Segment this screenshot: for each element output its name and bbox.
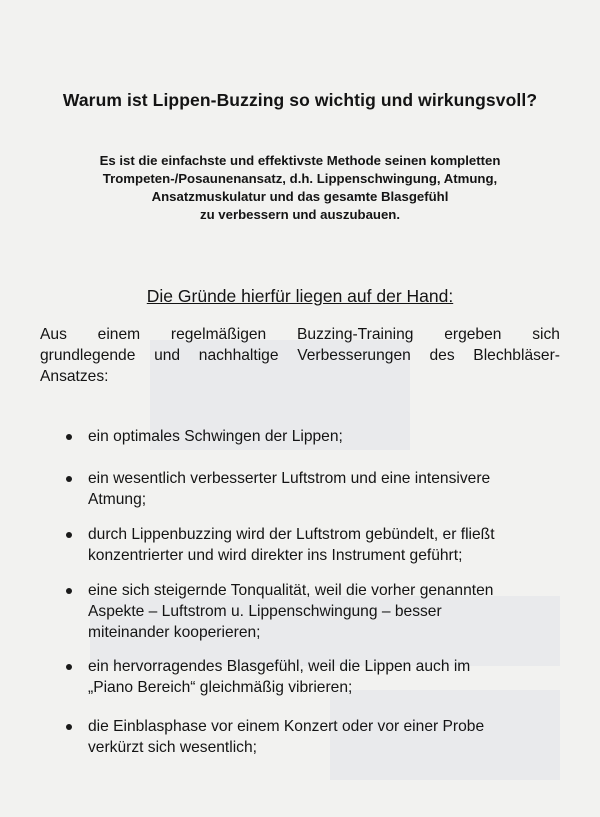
word: Aus xyxy=(40,326,67,343)
list-item-line: die Einblasphase vor einem Konzert oder vor einer Probe xyxy=(88,718,485,735)
intro-line: Trompeten-/Posaunenansatz, d.h. Lippenschwingung, Atmung, xyxy=(102,171,498,186)
list-item-line: ein hervorragendes Blasgefühl, weil die Lippen auch im xyxy=(88,658,471,675)
word: nachhaltige xyxy=(198,347,279,364)
bullet-dot-icon xyxy=(66,476,72,482)
list-item xyxy=(62,468,560,510)
list-item-line: „Piano Bereich“ gleichmäßig vibrieren; xyxy=(88,679,353,696)
word: grundlegende xyxy=(40,347,136,364)
list-item xyxy=(62,426,560,447)
list-item xyxy=(62,580,560,643)
bullet-dot-icon xyxy=(66,664,72,670)
page-heading: Warum ist Lippen-Buzzing so wichtig und wirkungsvoll? xyxy=(62,90,538,110)
bullet-dot-icon xyxy=(66,588,72,594)
word: des xyxy=(429,347,455,364)
intro-line: zu verbessern und auszubauen. xyxy=(199,207,401,222)
word: Blechbläser- xyxy=(473,347,560,364)
list-item-line: verkürzt sich wesentlich; xyxy=(88,739,257,756)
list-item-line: ein wesentlich verbesserter Luftstrom und eine intensivere xyxy=(88,470,491,487)
word: und xyxy=(154,347,181,364)
paragraph-line xyxy=(40,345,560,366)
intro-line: Es ist die einfachste und effektivste Methode seinen kompletten xyxy=(99,153,501,168)
intro-paragraph xyxy=(40,324,560,387)
intro-block xyxy=(60,152,540,224)
word: regelmäßigen xyxy=(170,326,267,343)
list-item-line: Atmung; xyxy=(88,491,147,508)
list-item-line: Aspekte – Luftstrom u. Lippenschwingung – besser xyxy=(88,603,442,620)
word: Buzzing-Training xyxy=(297,326,414,343)
intro-line: Ansatzmuskulatur und das gesamte Blasgefühl xyxy=(151,189,449,204)
list-item-line: ein optimales Schwingen der Lippen; xyxy=(88,428,343,445)
paragraph-line xyxy=(40,324,560,345)
list-item xyxy=(62,716,560,758)
list-item-line: miteinander kooperieren; xyxy=(88,624,261,641)
word: einem xyxy=(97,326,141,343)
bullet-dot-icon xyxy=(66,724,72,730)
list-item xyxy=(62,656,560,698)
list-item-line: durch Lippenbuzzing wird der Luftstrom gebündelt, er fließt xyxy=(88,526,495,543)
list-item xyxy=(62,524,560,566)
word: sich xyxy=(532,326,560,343)
bullet-dot-icon xyxy=(66,434,72,440)
list-item-line: eine sich steigernde Tonqualität, weil die vorher genannten xyxy=(88,582,494,599)
list-item-line: konzentrierter und wird direkter ins Instrument geführt; xyxy=(88,547,463,564)
section-subtitle: Die Gründe hierfür liegen auf der Hand: xyxy=(146,286,454,306)
word: Verbesserungen xyxy=(297,347,411,364)
word: ergeben xyxy=(444,326,502,343)
paragraph-line: Ansatzes: xyxy=(40,368,109,385)
bullet-dot-icon xyxy=(66,532,72,538)
